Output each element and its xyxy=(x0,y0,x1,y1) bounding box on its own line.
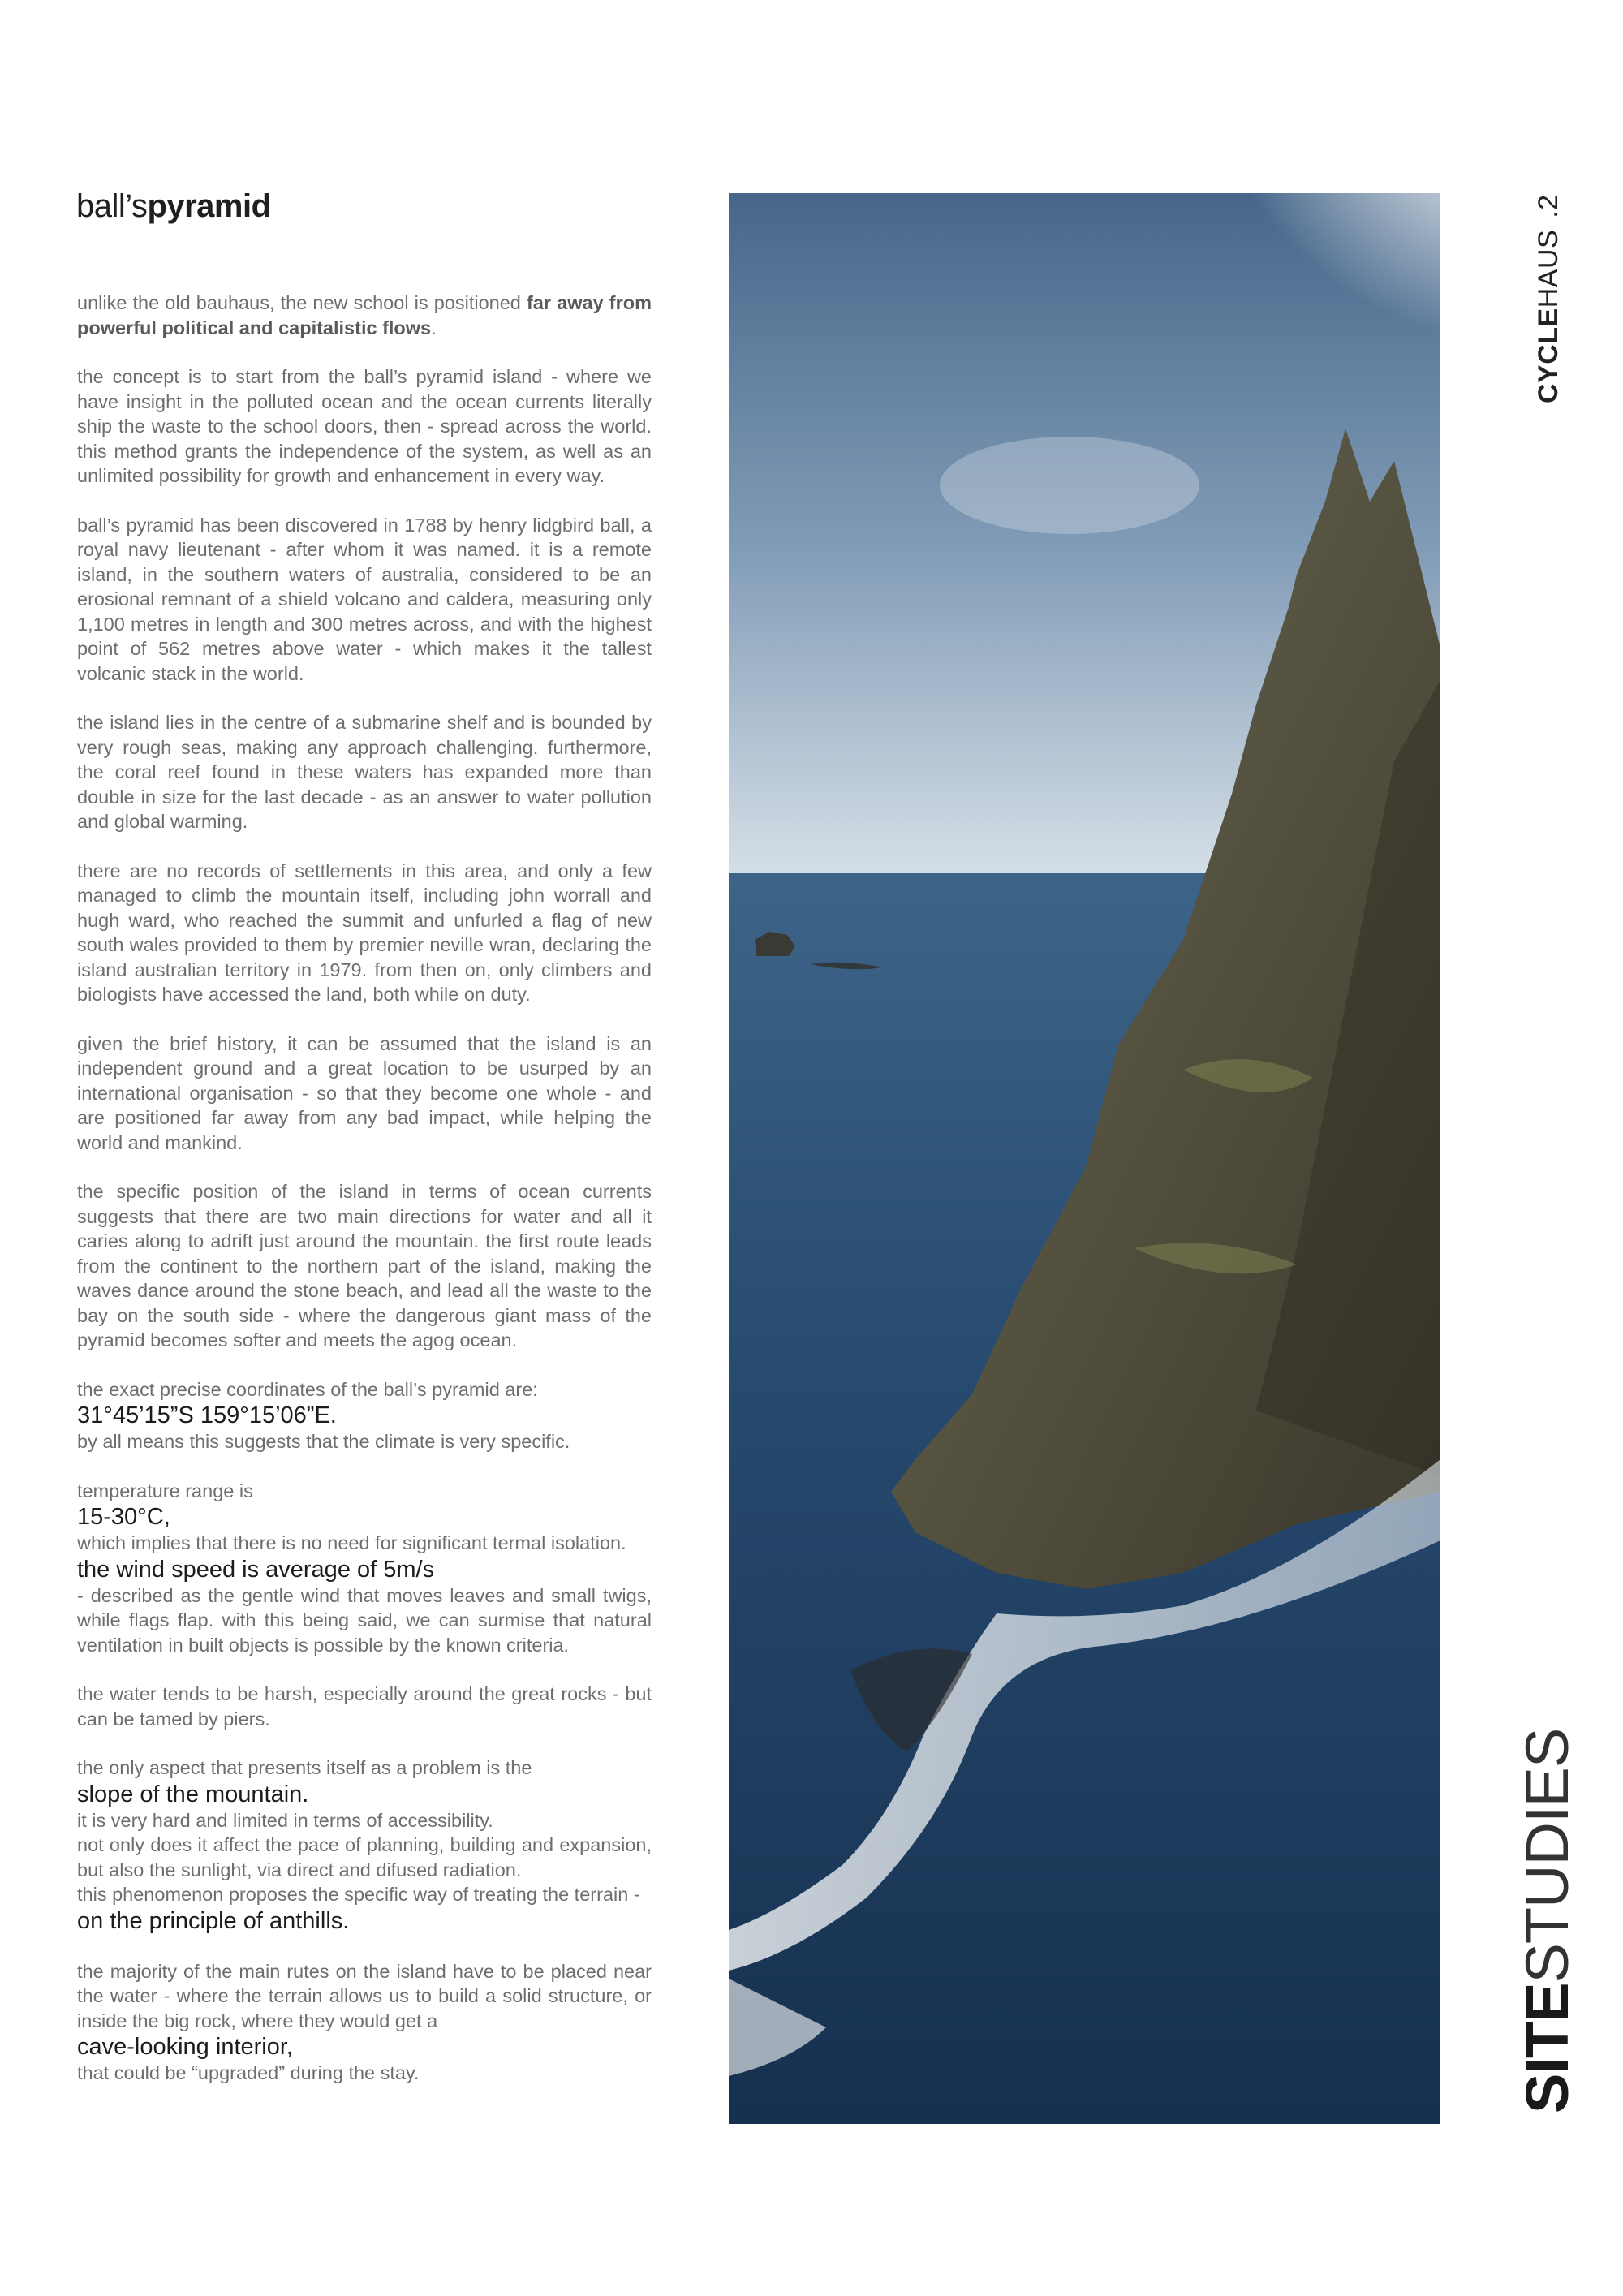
balls-pyramid-image xyxy=(729,193,1440,2124)
slope-value: slope of the mountain. xyxy=(77,1781,309,1807)
paragraph-ground: given the brief history, it can be assumed that the island is an independent ground and a great location to be usurped by an international organisation - so that they become one whole - and are positioned far away from any bad impact, while helping the world and mankind. xyxy=(77,1032,652,1153)
paragraph-coordinates xyxy=(77,1377,652,1454)
paragraph-intro xyxy=(77,291,652,340)
wind-value: the wind speed is average of 5m/s xyxy=(77,1556,435,1583)
temperature-intro: temperature range is xyxy=(77,1480,253,1501)
title-light: ball’s xyxy=(76,188,148,224)
slope-intro: the only aspect that presents itself as a problem is the xyxy=(77,1757,532,1778)
cave-value: cave-looking interior, xyxy=(77,2034,293,2060)
section-label xyxy=(1513,1729,1582,2113)
wind-after: - described as the gentle wind that moves leaves and small twigs, while flags flap. with this being said, we can surmise that natural ventilation in built objects is possible by the known criteria. xyxy=(77,1584,652,1656)
routes-intro: the majority of the main rutes on the island have to be placed near the water - where the terrain allows us to build a solid structure, or inside the big rock, where they would get a xyxy=(77,1960,652,2031)
page-title xyxy=(76,188,271,225)
routes-after: that could be “upgraded” during the stay. xyxy=(77,2062,420,2083)
paragraph-routes xyxy=(77,1959,652,2086)
intro-emphasis: far away from powerful political and capitalistic flows xyxy=(77,292,652,338)
slope-line-1: it is very hard and limited in terms of accessibility. xyxy=(77,1809,493,1831)
paragraph-slope xyxy=(77,1755,652,1935)
slope-line-3: this phenomenon proposes the specific way of treating the terrain - xyxy=(77,1884,640,1905)
title-bold: pyramid xyxy=(147,188,271,224)
coordinates-intro: the exact precise coordinates of the ball’s pyramid are: xyxy=(77,1378,538,1400)
island-photo xyxy=(729,193,1440,2124)
anthills-value: on the principle of anthills. xyxy=(77,1907,350,1934)
coordinates-after: by all means this suggests that the climate is very specific. xyxy=(77,1431,570,1452)
paragraph-concept: the concept is to start from the ball’s pyramid island - where we have insight in the polluted ocean and the ocean currents literally ship the waste to the school doors, then - spread across the world. this method grants the independence of the system, as well as an unlimited possibility for growth and enhancement in every way. xyxy=(77,366,652,486)
body-text xyxy=(77,291,652,2086)
paragraph-settlements: there are no records of settlements in this area, and only a few managed to climb the mountain itself, including john worrall and hugh ward, who reached the summit and unfurled a flag of new south wales provided to them by premier neville wran, declaring the island australian territory in 1979. from then on, only climbers and biologists have accessed the land, both while on duty. xyxy=(77,859,652,1005)
cloud-wisp xyxy=(940,437,1199,534)
intro-end: . xyxy=(431,317,437,338)
paragraph-currents: the specific position of the island in terms of ocean currents suggests that there are two main directions for water and all it caries along to adrift just around the mountain. the first route leads from the continent to the northern part of the island, making the waves dance around the stone beach, and lead all the waste to the bay on the south side - where the dangerous giant mass of the pyramid becomes softer and meets the agog ocean. xyxy=(77,1181,652,1350)
series-label-bold: CYCLE xyxy=(1533,308,1564,403)
paragraph-climate xyxy=(77,1479,652,1658)
page-number: .2 xyxy=(1533,194,1564,218)
series-label xyxy=(1533,194,1565,403)
series-label-light: HAUS xyxy=(1533,229,1564,308)
temperature-after: which implies that there is no need for significant termal isolation. xyxy=(77,1532,626,1553)
paragraph-shelf: the island lies in the centre of a submarine shelf and is bounded by very rough seas, making any approach challenging. furthermore, the coral reef found in these waters has expanded more than double in size for the last decade - as an answer to water pollution and global warming. xyxy=(77,712,652,832)
section-label-light: STUDIES xyxy=(1513,1728,1581,1984)
paragraph-water: the water tends to be harsh, especially around the great rocks - but can be tamed by piers. xyxy=(77,1683,652,1730)
temperature-value: 15-30°C, xyxy=(77,1504,170,1530)
slope-line-2: not only does it affect the pace of planning, building and expansion, but also the sunlight, via direct and difused radiation. xyxy=(77,1834,652,1880)
intro-text: unlike the old bauhaus, the new school is positioned xyxy=(77,292,527,313)
paragraph-history: ball’s pyramid has been discovered in 1788 by henry lidgbird ball, a royal navy lieutenant - after whom it was named. it is a remote island, in the southern waters of australia, considered to be an erosional remnant of a shield volcano and caldera, measuring only 1,100 metres in length and 300 metres across, and with the highest point of 562 metres above water - which makes it the tallest volcanic stack in the world. xyxy=(77,514,652,684)
section-label-bold: SITE xyxy=(1513,1983,1581,2113)
coordinates-value: 31°45’15”S 159°15’06”E. xyxy=(77,1402,337,1428)
